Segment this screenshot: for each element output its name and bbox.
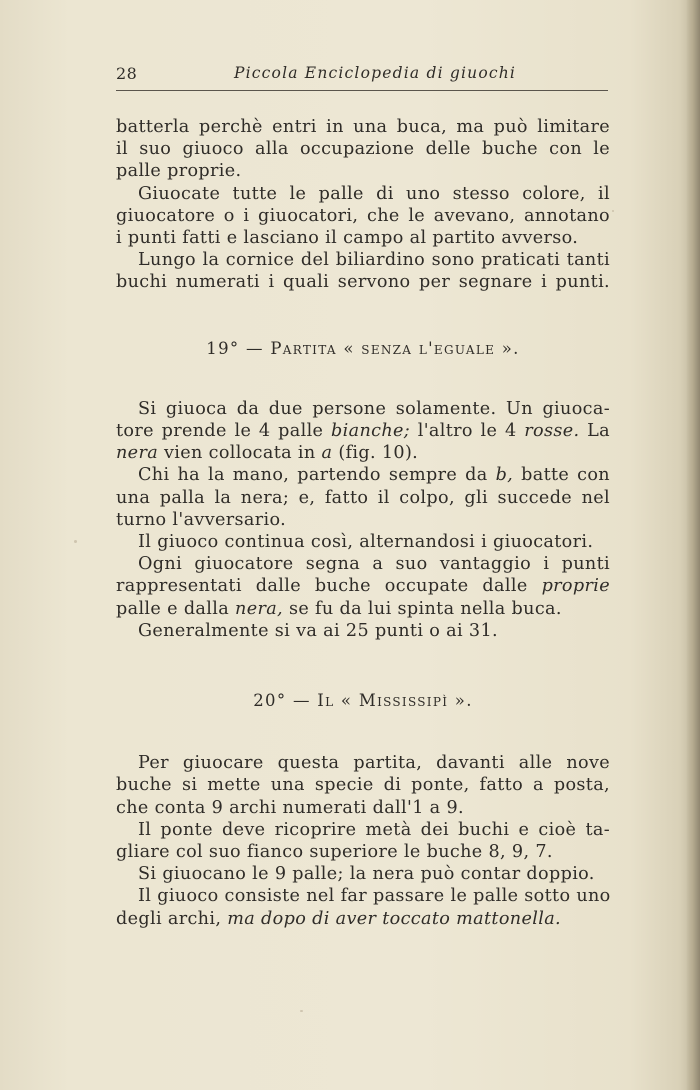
- text-line: rappresentati dalle buche occupate dalle proprie: [116, 576, 610, 597]
- section-number: 20°: [253, 691, 287, 711]
- text-line: tore prende le 4 palle bianche; l'altro le 4 rosse. La: [116, 421, 610, 442]
- emphasis: ma dopo di aver toccato mattonella.: [227, 908, 561, 929]
- page-header: [116, 62, 608, 91]
- section-number: 19°: [206, 338, 240, 358]
- paper-speck: [612, 210, 614, 212]
- text-line: palle proprie.: [116, 161, 242, 182]
- text-line: gliare col suo fianco superiore le buche 8, 9, 7.: [116, 842, 553, 863]
- page-number: 28: [116, 64, 138, 83]
- section-19-text: [116, 398, 610, 642]
- text-line: degli archi, ma dopo di aver toccato mattonella.: [116, 908, 561, 929]
- text-line: palle e dalla nera, se fu da lui spinta nella buca.: [116, 598, 562, 619]
- section-title: Partita « senza l'eguale ».: [270, 338, 520, 358]
- section-heading-20: [116, 690, 610, 712]
- text-line: buche si mette una specie di ponte, fatto a posta,: [116, 775, 610, 796]
- text-line: buchi numerati i quali servono per segnare i punti.: [116, 272, 610, 293]
- text-line: Si giuoca da due persone solamente. Un giuoca-: [138, 398, 610, 419]
- text-line: giuocatore o i giuocatori, che le avevano, annotano: [116, 205, 610, 226]
- text-line: turno l'avversario.: [116, 509, 287, 530]
- section-20-text: [116, 752, 610, 930]
- text-line: il suo giuoco alla occupazione delle buche con le: [116, 139, 610, 160]
- section-title: Il « Mississipì ».: [317, 691, 473, 711]
- text-line: che conta 9 archi numerati dall'1 a 9.: [116, 797, 464, 818]
- emphasis: nera: [116, 443, 159, 464]
- emphasis: b,: [495, 465, 514, 486]
- emphasis: rosse.: [524, 421, 580, 442]
- paper-speck: [300, 1010, 303, 1012]
- text-line: Il giuoco consiste nel far passare le palle sotto uno: [138, 886, 611, 907]
- text-line: Chi ha la mano, partendo sempre da b, batte con: [138, 465, 610, 486]
- text-line: Il giuoco continua così, alternandosi i giuocatori.: [138, 532, 594, 553]
- text-line: Ogni giuocatore segna a suo vantaggio i punti: [138, 554, 610, 575]
- emphasis: proprie: [541, 576, 610, 597]
- running-title: Piccola Enciclopedia di giuochi: [234, 64, 517, 82]
- text-line: Generalmente si va ai 25 punti o ai 31.: [138, 620, 498, 641]
- text-line: Il ponte deve ricoprire metà dei buchi e cioè ta-: [138, 819, 610, 840]
- text-line: batterla perchè entri in una buca, ma può limitare: [116, 117, 610, 137]
- text-line: Lungo la cornice del biliardino sono praticati tanti: [138, 250, 610, 271]
- section-dash: —: [292, 691, 311, 711]
- section-heading-19: [116, 338, 610, 360]
- emphasis: bianche;: [331, 421, 411, 442]
- text-line: una palla la nera; e, fatto il colpo, gli succede nel: [116, 487, 610, 508]
- text-line: nera vien collocata in a (fig. 10).: [116, 443, 419, 464]
- emphasis: a: [321, 443, 333, 464]
- text-line: Si giuocano le 9 palle; la nera può contar doppio.: [138, 864, 595, 885]
- paper-speck: [74, 540, 77, 543]
- intro-text: [116, 116, 610, 294]
- text-line: Giuocate tutte le palle di uno stesso colore, il: [138, 183, 610, 204]
- page-body: [116, 116, 610, 930]
- emphasis: nera,: [235, 598, 284, 619]
- section-dash: —: [246, 338, 264, 358]
- page-edge-shadow: [686, 0, 700, 1090]
- text-line: i punti fatti e lasciano il campo al partito avverso.: [116, 228, 579, 249]
- text-line: Per giuocare questa partita, davanti alle nove: [138, 753, 610, 774]
